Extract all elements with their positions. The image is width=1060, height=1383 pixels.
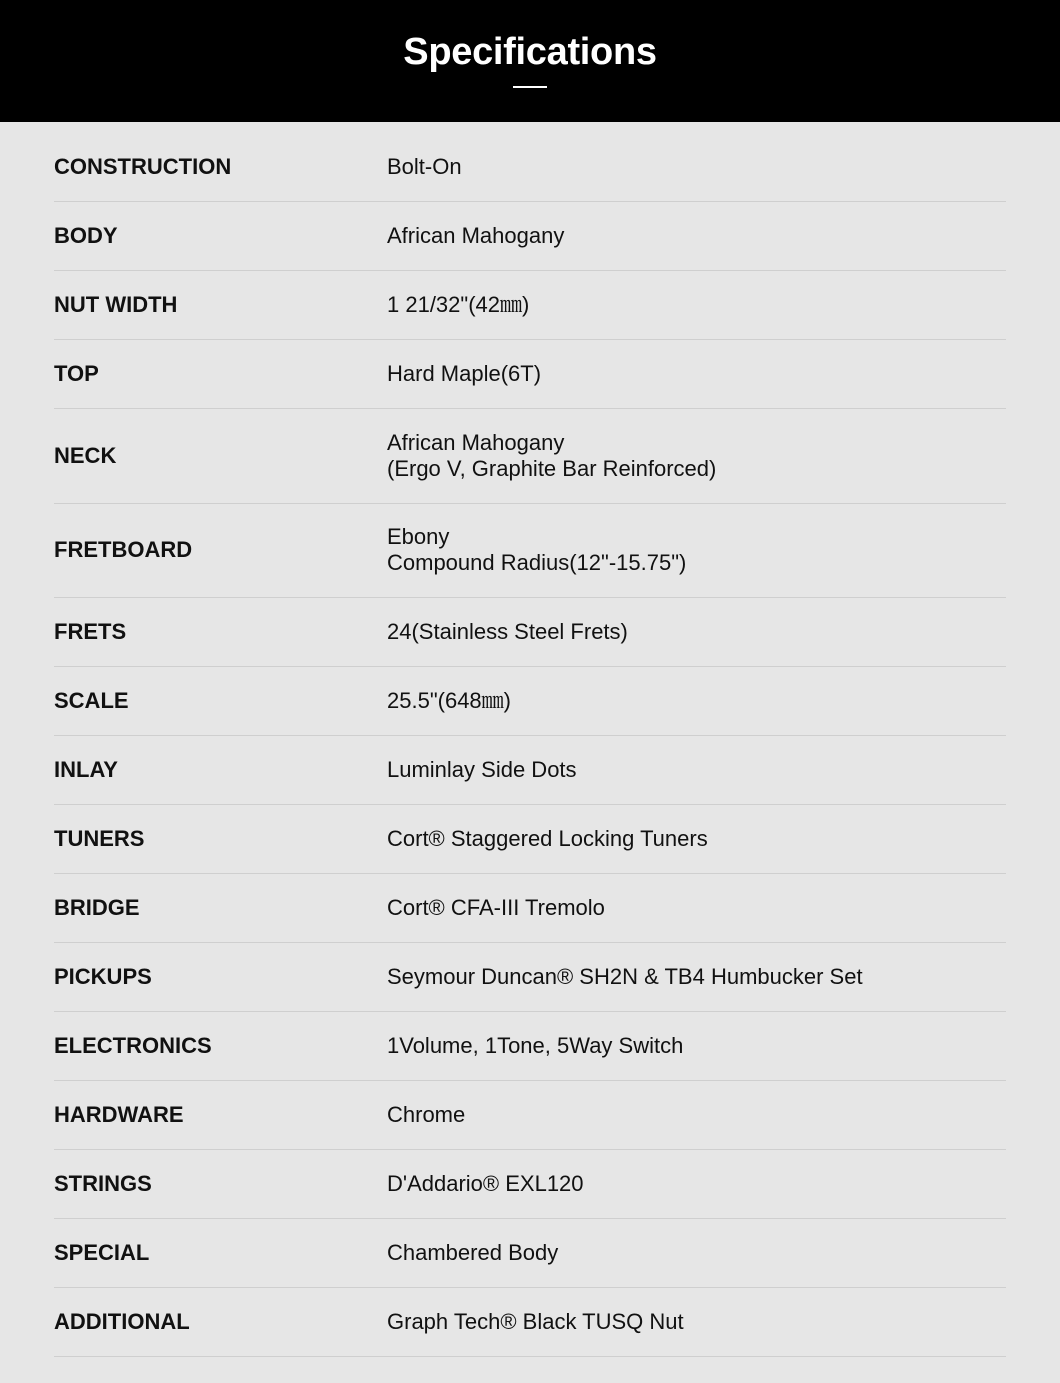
spec-value: [387, 524, 1006, 576]
spec-row: [54, 874, 1006, 943]
spec-row: [54, 805, 1006, 874]
spec-row: [54, 122, 1006, 202]
spec-label: NECK: [54, 442, 117, 468]
page-header: [0, 0, 1060, 122]
spec-label: PICKUPS: [54, 964, 152, 989]
spec-row: [54, 271, 1006, 340]
spec-row: [54, 943, 1006, 1012]
spec-value-line: Chrome: [387, 1102, 466, 1127]
spec-value-line: African Mahogany: [387, 429, 565, 455]
spec-value: [387, 826, 1006, 852]
spec-value-line: (Ergo V, Graphite Bar Reinforced): [387, 455, 717, 481]
spec-value: [387, 1171, 1006, 1197]
spec-value-line: D'Addario® EXL120: [387, 1171, 584, 1196]
spec-value-line: African Mahogany: [387, 223, 565, 248]
spec-value: [387, 1033, 1006, 1059]
spec-row: [54, 1288, 1006, 1357]
spec-row: [54, 1012, 1006, 1081]
spec-row: [54, 1219, 1006, 1288]
spec-label: SCALE: [54, 688, 129, 713]
spec-value-line: 1Volume, 1Tone, 5Way Switch: [387, 1033, 684, 1058]
spec-value: [387, 619, 1006, 645]
spec-value: [387, 1309, 1006, 1335]
spec-value: [387, 1240, 1006, 1266]
spec-label: TUNERS: [54, 826, 145, 851]
spec-row: [54, 202, 1006, 271]
spec-value: [387, 895, 1006, 921]
spec-label: NUT WIDTH: [54, 292, 178, 317]
spec-label: HARDWARE: [54, 1102, 184, 1127]
spec-value: [387, 223, 1006, 249]
spec-value-line: Ebony: [387, 524, 450, 550]
spec-value: [387, 757, 1006, 783]
spec-value: [387, 430, 1006, 482]
spec-row: [54, 504, 1006, 599]
spec-value: [387, 154, 1006, 180]
spec-value: [387, 292, 1006, 318]
spec-label: TOP: [54, 361, 99, 386]
spec-value-line: Cort® CFA-III Tremolo: [387, 895, 605, 920]
spec-value-line: Compound Radius(12"-15.75"): [387, 550, 687, 576]
spec-row: [54, 736, 1006, 805]
spec-value-line: Cort® Staggered Locking Tuners: [387, 826, 708, 851]
spec-label: CONSTRUCTION: [54, 154, 232, 179]
spec-label: INLAY: [54, 757, 118, 782]
title-underline: [513, 86, 547, 88]
spec-row: [54, 667, 1006, 736]
spec-value-line: Seymour Duncan® SH2N & TB4 Humbucker Set: [387, 964, 863, 989]
spec-value-line: Hard Maple(6T): [387, 361, 542, 386]
spec-value-line: 25.5"(648㎜): [387, 688, 511, 713]
spec-label: BODY: [54, 223, 118, 248]
spec-row: [54, 409, 1006, 504]
spec-row: [54, 340, 1006, 409]
spec-value-line: 24(Stainless Steel Frets): [387, 619, 628, 644]
page-title: Specifications: [403, 31, 657, 73]
spec-row: [54, 1150, 1006, 1219]
spec-label: STRINGS: [54, 1171, 152, 1196]
spec-label: FRETS: [54, 619, 127, 644]
spec-value-line: Luminlay Side Dots: [387, 757, 577, 782]
spec-label: SPECIAL: [54, 1240, 150, 1265]
spec-value: [387, 688, 1006, 714]
spec-label: ADDITIONAL: [54, 1309, 190, 1334]
spec-row: [54, 1081, 1006, 1150]
spec-table: [54, 122, 1006, 1357]
spec-label: BRIDGE: [54, 895, 140, 920]
spec-value-line: Chambered Body: [387, 1240, 559, 1265]
spec-label: FRETBOARD: [54, 537, 193, 563]
spec-value-line: Bolt-On: [387, 154, 462, 179]
spec-value: [387, 1102, 1006, 1128]
spec-row: [54, 598, 1006, 667]
spec-value-line: Graph Tech® Black TUSQ Nut: [387, 1309, 684, 1334]
spec-value: [387, 964, 1006, 990]
spec-value-line: 1 21/32"(42㎜): [387, 292, 530, 317]
spec-label: ELECTRONICS: [54, 1033, 212, 1058]
spec-value: [387, 361, 1006, 387]
